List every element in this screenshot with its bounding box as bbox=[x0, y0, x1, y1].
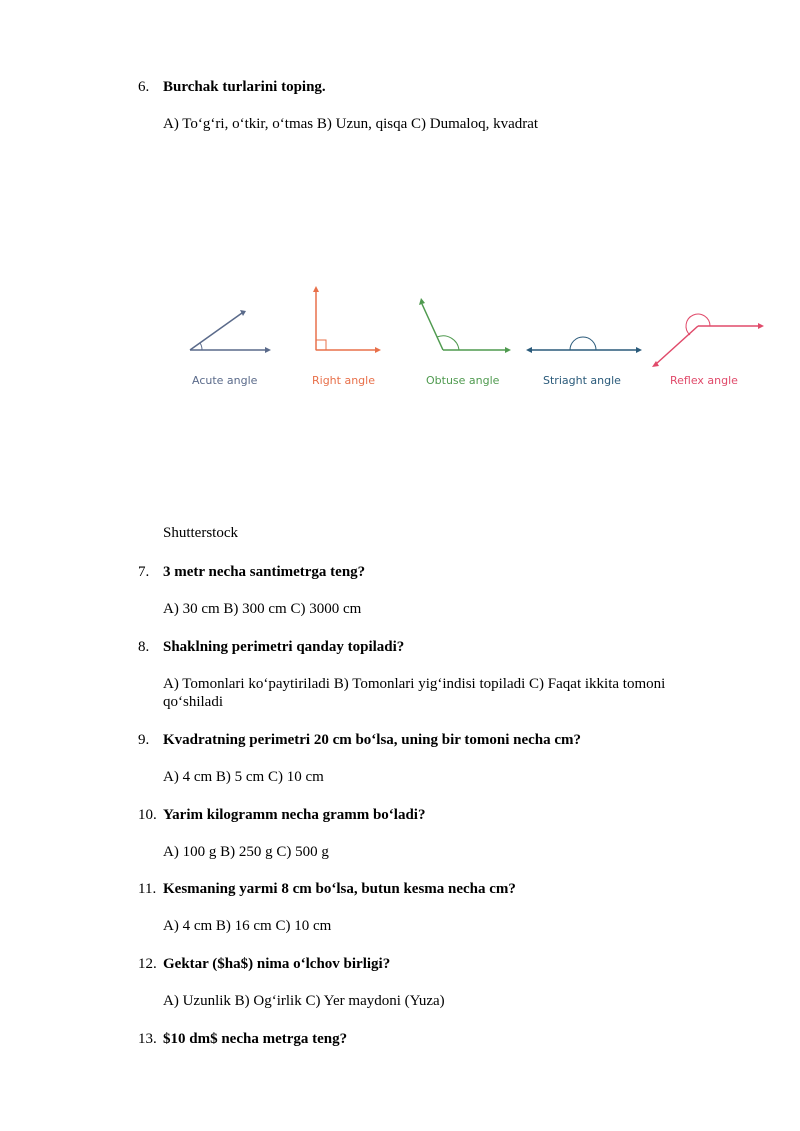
obtuse-angle-label: Obtuse angle bbox=[426, 374, 500, 387]
question-12 bbox=[138, 955, 390, 973]
reflex-angle-figure bbox=[652, 314, 764, 387]
question-number: 13. bbox=[138, 1031, 157, 1047]
question-number: 8. bbox=[138, 639, 150, 655]
question-8 bbox=[138, 638, 404, 656]
question-text: Kvadratning perimetri 20 cm bo‘lsa, uning bir tomoni necha cm? bbox=[163, 732, 582, 748]
answer-options-6: A) To‘g‘ri, o‘tkir, o‘tmas B) Uzun, qisqa C) Dumaloq, kvadrat bbox=[163, 116, 539, 132]
question-text: Shaklning perimetri qanday topiladi? bbox=[163, 639, 405, 655]
question-6 bbox=[138, 78, 326, 96]
question-13 bbox=[138, 1030, 347, 1048]
question-text: Burchak turlarini toping. bbox=[163, 79, 326, 95]
angle-types-illustration bbox=[180, 280, 780, 400]
question-text: $10 dm$ necha metrga teng? bbox=[163, 1031, 348, 1047]
answer-options-12: A) Uzunlik B) Og‘irlik C) Yer maydoni (Yuza) bbox=[163, 993, 445, 1009]
right-angle-label: Right angle bbox=[312, 374, 375, 387]
question-11 bbox=[138, 880, 516, 898]
obtuse-angle-figure bbox=[419, 298, 511, 387]
straight-angle-label: Striaght angle bbox=[543, 374, 621, 387]
right-angle-figure bbox=[312, 286, 381, 387]
question-number: 7. bbox=[138, 564, 150, 580]
answer-options-8: A) Tomonlari ko‘paytiriladi B) Tomonlari yig‘indisi topiladi C) Faqat ikkita tomoni qo‘shiladi bbox=[163, 676, 666, 710]
answer-options-9: A) 4 cm B) 5 cm C) 10 cm bbox=[163, 769, 324, 785]
acute-angle-figure bbox=[190, 310, 271, 387]
question-number: 9. bbox=[138, 732, 150, 748]
acute-angle-label: Acute angle bbox=[192, 374, 258, 387]
question-text: 3 metr necha santimetrga teng? bbox=[163, 564, 366, 580]
question-number: 6. bbox=[138, 79, 150, 95]
question-7 bbox=[138, 563, 365, 581]
answer-options-7: A) 30 cm B) 300 cm C) 3000 cm bbox=[163, 601, 362, 617]
question-text: Yarim kilogramm necha gramm bo‘ladi? bbox=[163, 807, 426, 823]
question-text: Kesmaning yarmi 8 cm bo‘lsa, butun kesma necha cm? bbox=[163, 881, 516, 897]
answer-options-10: A) 100 g B) 250 g C) 500 g bbox=[163, 844, 329, 860]
question-number: 10. bbox=[138, 807, 157, 823]
reflex-angle-label: Reflex angle bbox=[670, 374, 738, 387]
image-credit: Shutterstock bbox=[163, 525, 238, 541]
question-number: 12. bbox=[138, 956, 157, 972]
answer-options-11: A) 4 cm B) 16 cm C) 10 cm bbox=[163, 918, 332, 934]
question-10 bbox=[138, 806, 425, 824]
question-text: Gektar ($ha$) nima o‘lchov birligi? bbox=[163, 956, 391, 972]
question-number: 11. bbox=[138, 881, 157, 897]
question-9 bbox=[138, 731, 581, 749]
straight-angle-figure bbox=[526, 337, 642, 387]
